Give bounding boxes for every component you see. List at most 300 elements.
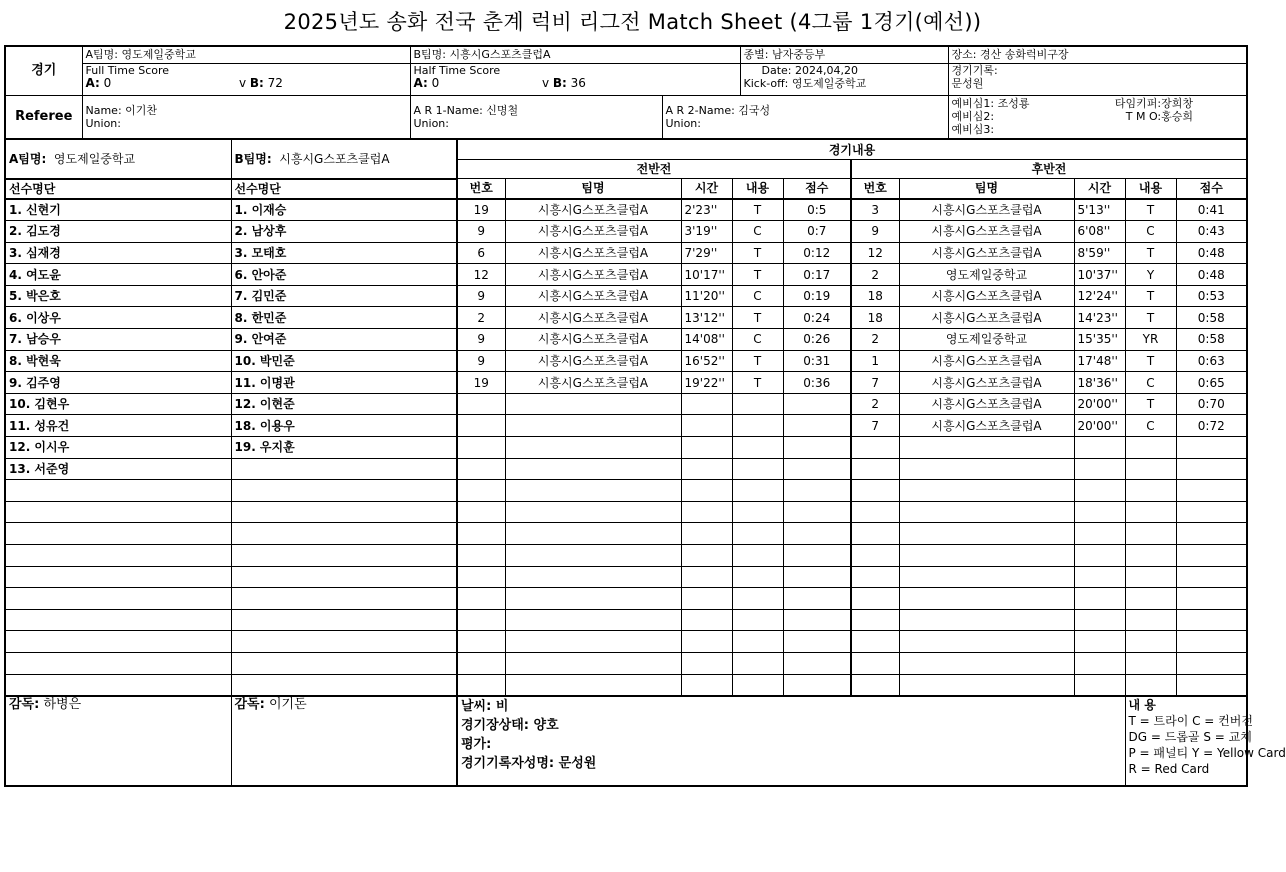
- second-half-event-cell: [851, 501, 899, 523]
- first-half-event-cell: 3'19'': [681, 221, 732, 243]
- first-half-event-cell: 0:7: [783, 221, 851, 243]
- first-half-event-cell: T: [732, 372, 783, 394]
- second-half-event-cell: [851, 674, 899, 696]
- first-half-event-cell: [457, 523, 505, 545]
- second-half-event-cell: 20'00'': [1074, 393, 1125, 415]
- first-half-event-cell: [732, 545, 783, 567]
- roster-events-table: [4, 140, 1286, 787]
- roster-a-player: [5, 609, 231, 631]
- second-half-event-cell: [1125, 501, 1176, 523]
- first-half-event-cell: [783, 523, 851, 545]
- page-title: 2025년도 송화 전국 춘계 럭비 리그전 Match Sheet (4그룹 1경기(예선)): [283, 10, 982, 34]
- table-row: [5, 199, 1247, 221]
- first-half-event-cell: 0:17: [783, 264, 851, 286]
- first-half-event-cell: 시흥시G스포츠클럽A: [505, 242, 681, 264]
- table-row: [5, 588, 1247, 610]
- ar1-cell: A R 1-Name: 신명철 Union:: [410, 95, 662, 139]
- table-row: [5, 393, 1247, 415]
- table-row: [5, 501, 1247, 523]
- first-half-event-cell: [783, 609, 851, 631]
- roster-a-player: [5, 674, 231, 696]
- second-half-event-cell: [1125, 609, 1176, 631]
- first-half-event-cell: [681, 523, 732, 545]
- second-half-event-cell: 0:65: [1176, 372, 1247, 394]
- first-half-event-cell: 12: [457, 264, 505, 286]
- roster-b-player: [231, 545, 457, 567]
- first-half-event-cell: [505, 501, 681, 523]
- second-half-event-cell: 0:53: [1176, 285, 1247, 307]
- second-half-event-cell: [851, 631, 899, 653]
- second-half-event-cell: T: [1125, 350, 1176, 372]
- roster-a-player: 13. 서준영: [5, 458, 231, 480]
- second-half-event-cell: [1125, 545, 1176, 567]
- second-half-event-cell: [1176, 674, 1247, 696]
- roster-b-player: 3. 모태호: [231, 242, 457, 264]
- roster-a-player: 2. 김도경: [5, 221, 231, 243]
- first-half-col-header: 팀명: [505, 179, 681, 199]
- first-half-event-cell: [505, 674, 681, 696]
- first-half-event-cell: [457, 501, 505, 523]
- venue-cell: 장소: 경산 송화럭비구장: [948, 46, 1247, 63]
- second-half-event-cell: [1125, 566, 1176, 588]
- second-half-event-cell: [899, 501, 1074, 523]
- first-half-event-cell: 10'17'': [681, 264, 732, 286]
- half-score-a: 0: [431, 75, 440, 90]
- first-half-event-cell: [732, 674, 783, 696]
- roster-a-player: [5, 566, 231, 588]
- match-sheet: [4, 45, 1286, 787]
- first-half-event-cell: [732, 566, 783, 588]
- second-half-event-cell: 20'00'': [1074, 415, 1125, 437]
- second-half-event-cell: 0:43: [1176, 221, 1247, 243]
- first-half-event-cell: 시흥시G스포츠클럽A: [505, 285, 681, 307]
- second-half-event-cell: [1125, 437, 1176, 459]
- first-half-event-cell: [783, 652, 851, 674]
- first-half-event-cell: 시흥시G스포츠클럽A: [505, 307, 681, 329]
- legend-title: 내 용: [1128, 698, 1156, 713]
- second-half-event-cell: [899, 545, 1074, 567]
- first-half-event-cell: 9: [457, 285, 505, 307]
- second-half-event-cell: 18: [851, 307, 899, 329]
- roster-b-player: [231, 458, 457, 480]
- table-row: [5, 221, 1247, 243]
- first-half-event-cell: [505, 588, 681, 610]
- roster-b-player: [231, 652, 457, 674]
- second-half-event-cell: [1176, 588, 1247, 610]
- second-half-event-cell: [899, 674, 1074, 696]
- first-half-event-cell: [783, 480, 851, 502]
- first-half-event-cell: [732, 631, 783, 653]
- second-half-event-cell: 10'37'': [1074, 264, 1125, 286]
- roster-b-player: 8. 한민준: [231, 307, 457, 329]
- second-half-event-cell: C: [1125, 415, 1176, 437]
- first-half-event-cell: 2'23'': [681, 199, 732, 221]
- first-half-event-cell: 0:26: [783, 329, 851, 351]
- first-half-event-cell: 시흥시G스포츠클럽A: [505, 199, 681, 221]
- roster-b-player: 2. 남상후: [231, 221, 457, 243]
- roster-b-player: [231, 674, 457, 696]
- half-time-score-cell: Half Time Score A: 0 v B: 36: [410, 63, 740, 95]
- table-row: [5, 609, 1247, 631]
- first-half-event-cell: [732, 523, 783, 545]
- first-half-event-cell: [783, 437, 851, 459]
- first-half-event-cell: [783, 631, 851, 653]
- first-half-event-cell: T: [732, 199, 783, 221]
- legend-item: R = Red Card: [1128, 762, 1210, 777]
- second-half-event-cell: 17'48'': [1074, 350, 1125, 372]
- full-time-score-cell: Full Time Score A: 0 v B: 72: [82, 63, 410, 95]
- second-half-event-cell: 18'36'': [1074, 372, 1125, 394]
- first-half-event-cell: 시흥시G스포츠클럽A: [505, 372, 681, 394]
- first-half-event-cell: [505, 523, 681, 545]
- full-score-b: 72: [267, 75, 283, 90]
- table-row: [5, 652, 1247, 674]
- second-half-event-cell: 7: [851, 372, 899, 394]
- second-half-event-cell: 0:48: [1176, 242, 1247, 264]
- second-half-event-cell: Y: [1125, 264, 1176, 286]
- second-half-event-cell: 0:41: [1176, 199, 1247, 221]
- first-half-event-cell: [681, 393, 732, 415]
- table-row: [5, 264, 1247, 286]
- second-half-event-cell: [899, 523, 1074, 545]
- legend-item: P = 패널티 Y = Yellow Card: [1128, 746, 1286, 761]
- roster-a-player: [5, 652, 231, 674]
- second-half-event-cell: C: [1125, 372, 1176, 394]
- roster-b-player: 19. 우지훈: [231, 437, 457, 459]
- first-half-event-cell: [457, 652, 505, 674]
- first-half-event-cell: [783, 674, 851, 696]
- second-half-event-cell: 0:58: [1176, 329, 1247, 351]
- second-half-event-cell: [1176, 458, 1247, 480]
- table-row: [5, 480, 1247, 502]
- first-half-event-cell: 16'52'': [681, 350, 732, 372]
- first-half-event-cell: [783, 501, 851, 523]
- second-half-event-cell: 2: [851, 329, 899, 351]
- second-half-event-cell: [1176, 566, 1247, 588]
- second-half-event-cell: 14'23'': [1074, 307, 1125, 329]
- second-half-event-cell: 시흥시G스포츠클럽A: [899, 350, 1074, 372]
- first-half-event-cell: 11'20'': [681, 285, 732, 307]
- first-half-event-cell: 14'08'': [681, 329, 732, 351]
- legend-item: T = 트라이 C = 컨버전: [1128, 714, 1253, 729]
- first-half-event-cell: [681, 652, 732, 674]
- match-conditions-cell: [457, 696, 1125, 786]
- roster-b-player: 18. 이용우: [231, 415, 457, 437]
- roster-a-player: [5, 631, 231, 653]
- second-half-event-cell: [899, 652, 1074, 674]
- first-half-event-cell: 0:31: [783, 350, 851, 372]
- roster-b-player: 7. 김민준: [231, 285, 457, 307]
- second-half-event-cell: [1125, 458, 1176, 480]
- first-half-event-cell: 7'29'': [681, 242, 732, 264]
- second-half-event-cell: [1125, 480, 1176, 502]
- second-half-event-cell: 0:63: [1176, 350, 1247, 372]
- first-half-event-cell: [457, 545, 505, 567]
- first-half-event-cell: [732, 501, 783, 523]
- second-half-event-cell: [1176, 652, 1247, 674]
- roster-b-player: [231, 631, 457, 653]
- roster-a-player: [5, 523, 231, 545]
- first-half-event-cell: [732, 652, 783, 674]
- first-half-event-cell: 0:24: [783, 307, 851, 329]
- first-half-event-cell: 시흥시G스포츠클럽A: [505, 350, 681, 372]
- first-half-event-cell: [505, 545, 681, 567]
- second-half-event-cell: [899, 437, 1074, 459]
- first-half-event-cell: [505, 415, 681, 437]
- second-half-event-cell: T: [1125, 285, 1176, 307]
- first-half-event-cell: 시흥시G스포츠클럽A: [505, 221, 681, 243]
- second-half-event-cell: 0:70: [1176, 393, 1247, 415]
- first-half-event-cell: 0:19: [783, 285, 851, 307]
- table-row: [5, 307, 1247, 329]
- second-half-event-cell: [1176, 501, 1247, 523]
- second-half-event-cell: [1074, 545, 1125, 567]
- roster-a-player: [5, 480, 231, 502]
- coach-b-cell: 감독: 이기돈: [231, 696, 457, 786]
- referee-cell: Name: 이기찬 Union:: [82, 95, 410, 139]
- first-half-event-cell: C: [732, 221, 783, 243]
- date-kickoff-cell: Date: 2024,04,20 Kick-off: 영도제일중학교: [740, 63, 948, 95]
- roster-a-player: 8. 박현욱: [5, 350, 231, 372]
- first-half-event-cell: [505, 631, 681, 653]
- first-half-event-cell: 0:5: [783, 199, 851, 221]
- second-half-col-header: 팀명: [899, 179, 1074, 199]
- roster-a-player: 12. 이시우: [5, 437, 231, 459]
- second-half-event-cell: [1074, 588, 1125, 610]
- second-half-event-cell: [899, 566, 1074, 588]
- roster-a-player: [5, 545, 231, 567]
- first-half-event-cell: [457, 458, 505, 480]
- second-half-event-cell: 영도제일중학교: [899, 264, 1074, 286]
- second-half-col-header: 내용: [1125, 179, 1176, 199]
- second-half-event-cell: 0:48: [1176, 264, 1247, 286]
- first-half-event-cell: [732, 458, 783, 480]
- table-row: [5, 415, 1247, 437]
- table-row: [5, 329, 1247, 351]
- first-half-event-cell: [505, 437, 681, 459]
- second-half-event-cell: YR: [1125, 329, 1176, 351]
- reserve-officials-cell: 예비심1: 조성룡 타임키퍼:장희창 예비심2: T M O:홍승희 예비심3:: [948, 95, 1247, 139]
- first-half-event-cell: [505, 393, 681, 415]
- first-half-event-cell: 시흥시G스포츠클럽A: [505, 329, 681, 351]
- second-half-event-cell: 시흥시G스포츠클럽A: [899, 372, 1074, 394]
- first-half-event-cell: [732, 393, 783, 415]
- recorder-cell: 경기기록: 문성원: [948, 63, 1247, 95]
- second-half-event-cell: [1176, 480, 1247, 502]
- second-half-event-cell: 시흥시G스포츠클럽A: [899, 415, 1074, 437]
- second-half-event-cell: 5'13'': [1074, 199, 1125, 221]
- roster-b-list-label: 선수명단: [231, 179, 457, 199]
- first-half-event-cell: 9: [457, 329, 505, 351]
- second-half-event-cell: 2: [851, 264, 899, 286]
- second-half-event-cell: 시흥시G스포츠클럽A: [899, 242, 1074, 264]
- coach-a-cell: 감독: 하병은: [5, 696, 231, 786]
- table-row: [5, 372, 1247, 394]
- roster-a-player: 1. 신현기: [5, 199, 231, 221]
- roster-b-player: [231, 501, 457, 523]
- roster-a-player: 11. 성유건: [5, 415, 231, 437]
- first-half-col-header: 점수: [783, 179, 851, 199]
- first-half-event-cell: [457, 415, 505, 437]
- roster-b-player: [231, 523, 457, 545]
- second-half-event-cell: [1176, 609, 1247, 631]
- first-half-event-cell: 9: [457, 221, 505, 243]
- second-half-event-cell: 7: [851, 415, 899, 437]
- second-half-event-cell: 18: [851, 285, 899, 307]
- first-half-event-cell: 19: [457, 199, 505, 221]
- full-score-a: 0: [103, 75, 112, 90]
- second-half-col-header: 시간: [1074, 179, 1125, 199]
- second-half-event-cell: [1176, 437, 1247, 459]
- roster-b-player: 11. 이명관: [231, 372, 457, 394]
- second-half-event-cell: 0:58: [1176, 307, 1247, 329]
- second-half-event-cell: [899, 588, 1074, 610]
- second-half-event-cell: 1: [851, 350, 899, 372]
- first-half-event-cell: [732, 588, 783, 610]
- second-half-event-cell: 12: [851, 242, 899, 264]
- first-half-event-cell: [457, 393, 505, 415]
- first-half-col-header: 번호: [457, 179, 505, 199]
- ground-condition: 경기장상태: 양호: [461, 718, 559, 734]
- first-half-event-cell: 시흥시G스포츠클럽A: [505, 264, 681, 286]
- second-half-event-cell: 9: [851, 221, 899, 243]
- evaluation: 평가:: [461, 737, 492, 753]
- table-row: [5, 350, 1247, 372]
- first-half-event-cell: T: [732, 350, 783, 372]
- first-half-event-cell: [505, 609, 681, 631]
- table-row: [5, 631, 1247, 653]
- second-half-event-cell: 2: [851, 393, 899, 415]
- category-cell: 종별: 남자중등부: [740, 46, 948, 63]
- ar2-cell: A R 2-Name: 김국성 Union:: [662, 95, 948, 139]
- roster-a-player: [5, 501, 231, 523]
- second-half-col-header: 번호: [851, 179, 899, 199]
- second-half-event-cell: [1074, 566, 1125, 588]
- roster-b-player: [231, 566, 457, 588]
- weather: 날씨: 비: [461, 699, 509, 715]
- events-title: 경기내용: [457, 140, 1247, 160]
- first-half-event-cell: [681, 437, 732, 459]
- second-half-event-cell: [899, 631, 1074, 653]
- first-half-event-cell: [681, 609, 732, 631]
- second-half-label: 후반전: [851, 160, 1247, 179]
- roster-b-player: 12. 이현준: [231, 393, 457, 415]
- first-half-event-cell: [681, 566, 732, 588]
- roster-b-player: 9. 안여준: [231, 329, 457, 351]
- second-half-event-cell: [1074, 458, 1125, 480]
- second-half-event-cell: 6'08'': [1074, 221, 1125, 243]
- second-half-event-cell: [851, 523, 899, 545]
- roster-a-list-label: 선수명단: [5, 179, 231, 199]
- first-half-event-cell: [505, 566, 681, 588]
- second-half-event-cell: [1074, 501, 1125, 523]
- first-half-event-cell: [457, 480, 505, 502]
- first-half-event-cell: T: [732, 307, 783, 329]
- second-half-event-cell: [1125, 523, 1176, 545]
- table-row: [5, 458, 1247, 480]
- match-header-table: [4, 45, 1248, 140]
- second-half-event-cell: [1074, 674, 1125, 696]
- second-half-event-cell: 시흥시G스포츠클럽A: [899, 199, 1074, 221]
- table-row: [5, 545, 1247, 567]
- first-half-event-cell: [457, 437, 505, 459]
- first-half-event-cell: [457, 631, 505, 653]
- first-half-event-cell: 19'22'': [681, 372, 732, 394]
- second-half-event-cell: [851, 458, 899, 480]
- second-half-col-header: 점수: [1176, 179, 1247, 199]
- second-half-event-cell: 12'24'': [1074, 285, 1125, 307]
- second-half-event-cell: [851, 652, 899, 674]
- table-row: [5, 285, 1247, 307]
- roster-a-player: 6. 이상우: [5, 307, 231, 329]
- first-half-event-cell: [783, 393, 851, 415]
- second-half-event-cell: [851, 588, 899, 610]
- second-half-event-cell: [1125, 674, 1176, 696]
- roster-b-team-cell: B팀명: 시흥시G스포츠클럽A: [231, 140, 457, 179]
- roster-b-player: 1. 이재승: [231, 199, 457, 221]
- team-a-name-cell: A팀명: 영도제일중학교: [82, 46, 410, 63]
- second-half-event-cell: [1074, 480, 1125, 502]
- first-half-event-cell: [681, 458, 732, 480]
- second-half-event-cell: [1074, 652, 1125, 674]
- second-half-event-cell: T: [1125, 307, 1176, 329]
- second-half-event-cell: T: [1125, 242, 1176, 264]
- second-half-event-cell: [899, 609, 1074, 631]
- first-half-label: 전반전: [457, 160, 851, 179]
- first-half-event-cell: [732, 609, 783, 631]
- second-half-event-cell: [1074, 523, 1125, 545]
- first-half-event-cell: [681, 545, 732, 567]
- second-half-event-cell: 시흥시G스포츠클럽A: [899, 393, 1074, 415]
- second-half-event-cell: [851, 437, 899, 459]
- second-half-event-cell: [899, 458, 1074, 480]
- second-half-event-cell: 시흥시G스포츠클럽A: [899, 221, 1074, 243]
- first-half-event-cell: 9: [457, 350, 505, 372]
- second-half-event-cell: 3: [851, 199, 899, 221]
- roster-a-team-cell: A팀명: 영도제일중학교: [5, 140, 231, 179]
- roster-a-player: 3. 심재경: [5, 242, 231, 264]
- roster-a-player: 5. 박은호: [5, 285, 231, 307]
- first-half-event-cell: 0:12: [783, 242, 851, 264]
- legend-item: DG = 드롭골 S = 교체: [1128, 730, 1252, 745]
- first-half-event-cell: [505, 652, 681, 674]
- roster-a-player: 7. 남승우: [5, 329, 231, 351]
- first-half-event-cell: 19: [457, 372, 505, 394]
- referee-label: Referee: [5, 95, 82, 139]
- second-half-event-cell: [1125, 631, 1176, 653]
- first-half-event-cell: [783, 545, 851, 567]
- second-half-event-cell: [1176, 523, 1247, 545]
- first-half-event-cell: 6: [457, 242, 505, 264]
- second-half-event-cell: 시흥시G스포츠클럽A: [899, 285, 1074, 307]
- second-half-event-cell: 0:72: [1176, 415, 1247, 437]
- match-label: 경기: [5, 46, 82, 95]
- first-half-event-cell: C: [732, 329, 783, 351]
- second-half-event-cell: [1074, 437, 1125, 459]
- first-half-event-cell: 0:36: [783, 372, 851, 394]
- recorder-name: 경기기록자성명: 문성원: [461, 756, 597, 772]
- table-row: [5, 437, 1247, 459]
- table-row: [5, 523, 1247, 545]
- second-half-event-cell: [1074, 609, 1125, 631]
- second-half-event-cell: T: [1125, 199, 1176, 221]
- first-half-event-cell: [681, 501, 732, 523]
- first-half-event-cell: [681, 674, 732, 696]
- second-half-event-cell: T: [1125, 393, 1176, 415]
- first-half-event-cell: 2: [457, 307, 505, 329]
- legend-cell: [1125, 696, 1286, 786]
- first-half-event-cell: [681, 480, 732, 502]
